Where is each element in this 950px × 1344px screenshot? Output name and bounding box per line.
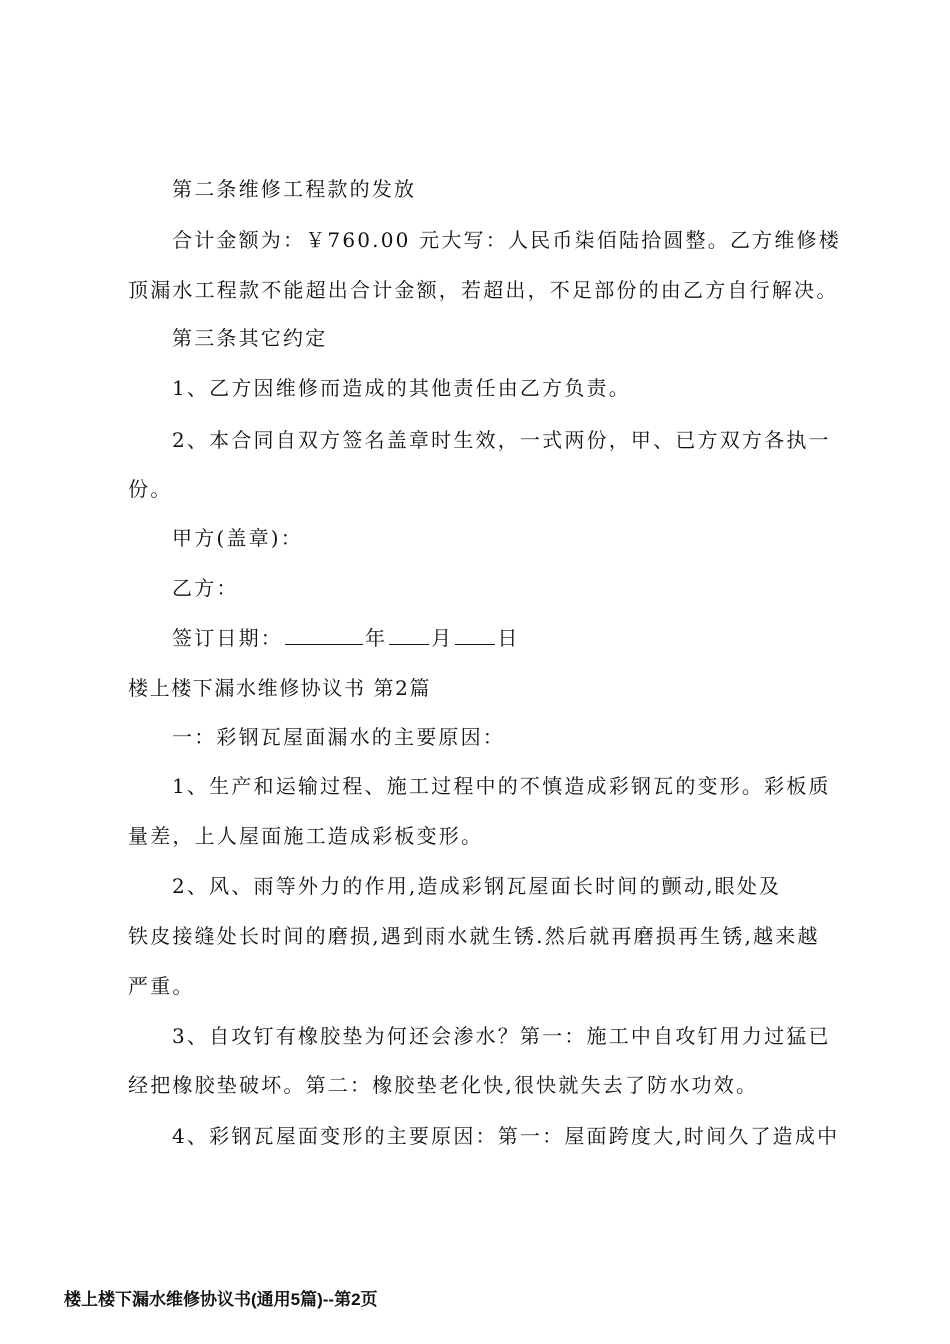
doc2-item4-line1: 4、彩钢瓦屋面变形的主要原因：第一：屋面跨度大,时间久了造成中 — [172, 1124, 840, 1148]
year-blank — [285, 626, 363, 645]
doc2-item3-line2: 经把橡胶垫破坏。第二：橡胶垫老化快,很快就失去了防水功效。 — [128, 1073, 759, 1097]
doc2-item2-line3: 严重。 — [128, 974, 195, 998]
article3-item2-line2: 份。 — [128, 477, 173, 501]
sign-date-line — [172, 626, 520, 650]
doc2-section1-title: 一：彩钢瓦屋面漏水的主要原因： — [172, 725, 505, 749]
doc2-title: 楼上楼下漏水维修协议书 第2篇 — [128, 676, 432, 700]
article3-item2-line1: 2、本合同自双方签名盖章时生效，一式两份，甲、已方双方各执一 — [172, 428, 831, 452]
party-a-label: 甲方(盖章)： — [172, 526, 304, 550]
doc2-item1-line1: 1、生产和运输过程、施工过程中的不慎造成彩钢瓦的变形。彩板质 — [172, 774, 831, 798]
sign-date-label: 签订日期： — [172, 626, 283, 650]
doc2-item3-line1: 3、自攻钉有橡胶垫为何还会渗水？第一：施工中自攻钉用力过猛已 — [172, 1024, 831, 1048]
doc2-item2-line2: 铁皮接缝处长时间的磨损,遇到雨水就生锈.然后就再磨损再生锈,越来越 — [128, 924, 820, 948]
doc2-item1-line2: 量差，上人屋面施工造成彩板变形。 — [128, 824, 484, 848]
month-blank — [389, 626, 429, 645]
article2-amount-line2: 顶漏水工程款不能超出合计金额，若超出，不足部份的由乙方自行解决。 — [128, 278, 839, 302]
sign-date-year: 年 — [365, 626, 388, 650]
article3-item1: 1、乙方因维修而造成的其他责任由乙方负责。 — [172, 376, 631, 400]
doc2-item2-line1: 2、风、雨等外力的作用,造成彩钢瓦屋面长时间的颤动,眼处及 — [172, 874, 782, 898]
article3-title: 第三条其它约定 — [172, 326, 328, 350]
sign-date-month: 月 — [431, 626, 454, 650]
party-b-label: 乙方： — [172, 576, 239, 600]
article2-title: 第二条维修工程款的发放 — [172, 177, 417, 201]
day-blank — [455, 626, 495, 645]
page-footer: 楼上楼下漏水维修协议书(通用5篇)--第2页 — [64, 1290, 378, 1309]
article2-amount-line1: 合计金额为：￥760.00 元大写：人民币柒佰陆拾圆整。乙方维修楼 — [172, 228, 841, 252]
sign-date-day: 日 — [497, 626, 520, 650]
